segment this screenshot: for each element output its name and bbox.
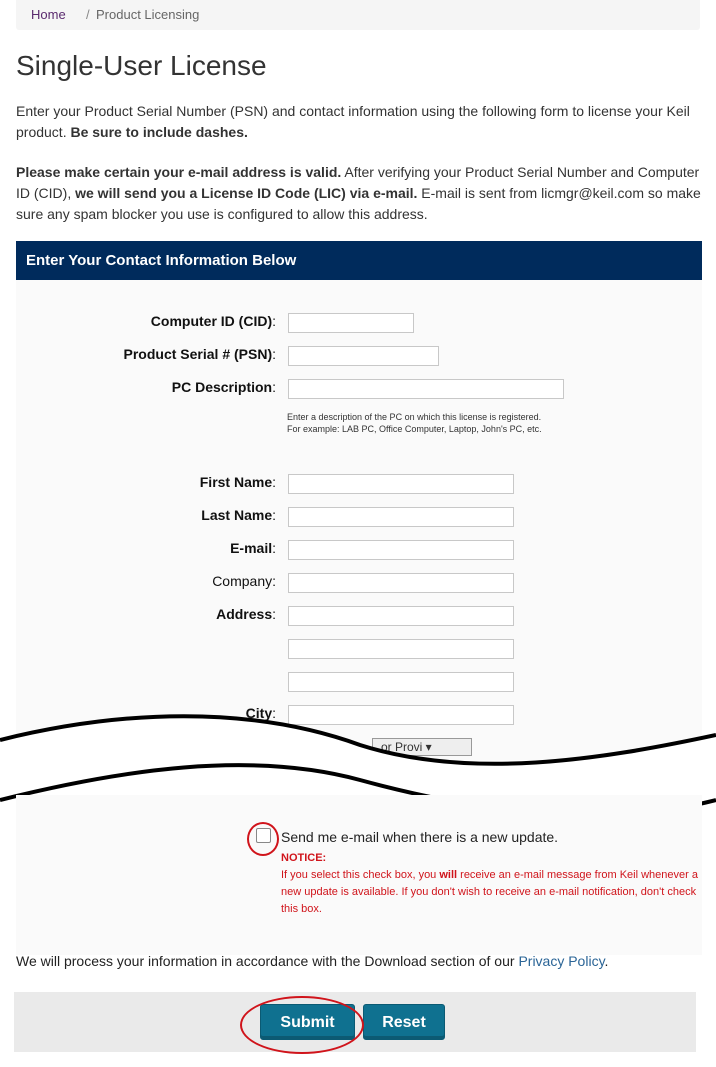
intro-body: Enter your Product Serial Number (PSN) and contact information using the following form to license your Keil product.	[16, 103, 690, 140]
address-line3-input[interactable]	[288, 672, 514, 692]
first-name-input[interactable]	[288, 474, 514, 494]
email-notice-text	[16, 162, 706, 225]
checkbox-highlight-circle	[247, 822, 279, 856]
page-cut-decoration	[0, 700, 716, 810]
email-input[interactable]	[288, 540, 514, 560]
email-label: E-mail:	[230, 540, 276, 556]
address-line1-input[interactable]	[288, 606, 514, 626]
company-input[interactable]	[288, 573, 514, 593]
breadcrumb-home-link[interactable]: Home	[31, 7, 66, 22]
intro-bold: Be sure to include dashes.	[70, 124, 248, 140]
contact-panel-header: Enter Your Contact Information Below	[16, 241, 702, 280]
submit-button[interactable]: Submit	[260, 1004, 355, 1040]
notice-text-1: After verifying your Product Serial Number and Computer ID (CID),	[16, 164, 700, 201]
address-label: Address:	[216, 606, 276, 622]
pc-description-label: PC Description:	[171, 379, 276, 395]
breadcrumb-separator: /	[86, 7, 90, 22]
breadcrumb	[16, 0, 700, 30]
intro-text	[16, 101, 706, 143]
last-name-input[interactable]	[288, 507, 514, 527]
psn-input[interactable]	[288, 346, 439, 366]
notice-title: NOTICE:	[281, 852, 327, 864]
page-title: Single-User License	[16, 50, 267, 81]
notice-body: If you select this check box, you will receive an e-mail message from Keil whenever a new update is available. If you don't wish to receive an e-mail notification, don't check this box.	[281, 869, 698, 915]
city-label: City:	[245, 705, 276, 721]
submit-highlight-circle	[240, 996, 364, 1054]
notice-bold-2: we will send you a License ID Code (LIC) via e-mail.	[75, 185, 418, 201]
update-notice	[281, 850, 701, 918]
privacy-statement: We will process your information in accordance with the Download section of our Privacy Policy.	[16, 953, 609, 969]
privacy-policy-link[interactable]: Privacy Policy	[518, 953, 605, 969]
notice-bold-1: Please make certain your e-mail address is valid.	[16, 164, 342, 180]
first-name-label: First Name:	[199, 474, 276, 490]
psn-label: Product Serial # (PSN):	[123, 346, 276, 362]
pc-description-help: Enter a description of the PC on which this license is registered. For example: LAB PC, Office Computer, Laptop, John's PC, etc.	[287, 412, 542, 434]
update-email-checkbox-label[interactable]: Send me e-mail when there is a new update.	[281, 829, 559, 845]
notice-text-2: E-mail is sent from licmgr@keil.com so make sure any spam blocker you use is configured to allow this address.	[16, 185, 701, 222]
address-line2-input[interactable]	[288, 639, 514, 659]
breadcrumb-current: Product Licensing	[96, 7, 200, 22]
cid-input[interactable]	[288, 313, 414, 333]
pc-description-input[interactable]	[288, 379, 564, 399]
cid-label: Computer ID (CID):	[150, 313, 276, 329]
company-label: Company:	[212, 573, 276, 589]
reset-button[interactable]: Reset	[363, 1004, 445, 1040]
state-province-select[interactable]: or Provi ▾	[372, 738, 472, 756]
last-name-label: Last Name:	[201, 507, 276, 523]
